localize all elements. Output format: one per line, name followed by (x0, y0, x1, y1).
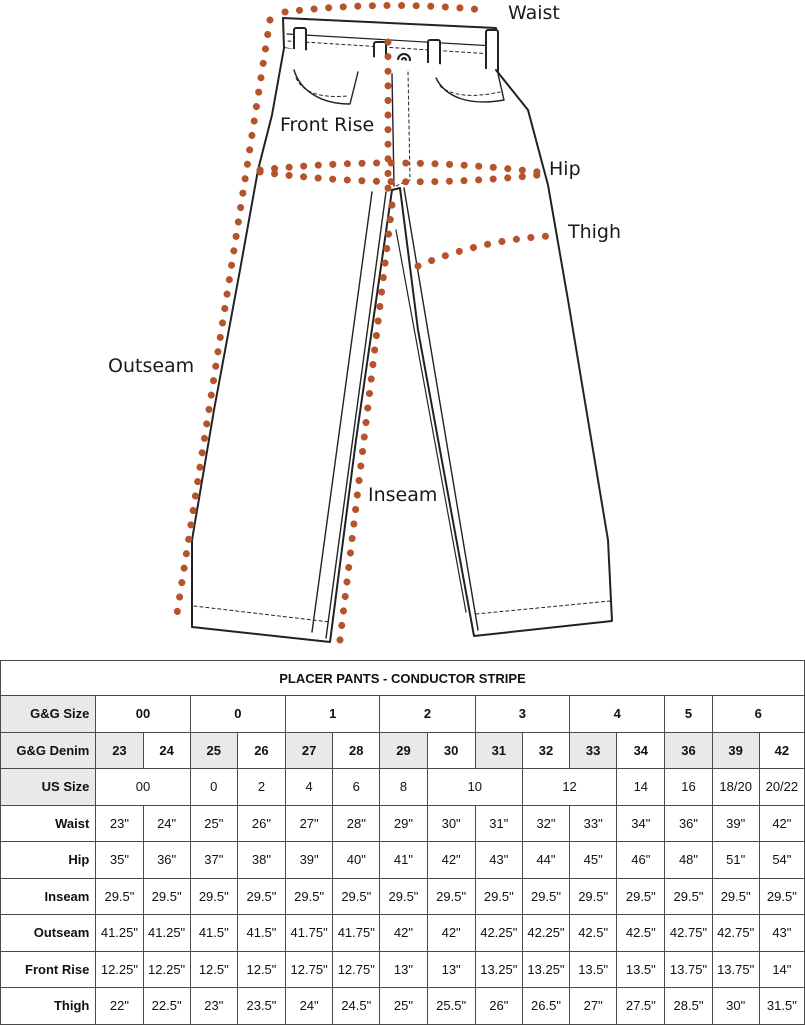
gg-denim-cell: 39 (712, 732, 759, 769)
measurement-cell: 31" (475, 805, 522, 842)
gg-denim-cell: 23 (96, 732, 143, 769)
gg-denim-cell: 34 (617, 732, 665, 769)
measurement-cell: 26" (237, 805, 285, 842)
gg-denim-cell: 32 (522, 732, 569, 769)
inseam-label: Inseam (368, 484, 438, 506)
measurement-cell: 13" (380, 951, 427, 988)
measurement-cell: 51" (712, 842, 759, 879)
table-row (1, 878, 805, 915)
gg-denim-cell: 33 (570, 732, 617, 769)
measurement-cell: 13.25" (522, 951, 569, 988)
measurement-cell: 12.75" (286, 951, 333, 988)
size-chart (0, 660, 805, 1024)
measurement-cell: 44" (522, 842, 569, 879)
measurement-cell: 27" (570, 988, 617, 1025)
measurement-cell: 12.75" (333, 951, 380, 988)
measurement-cell: 31.5" (759, 988, 804, 1025)
gg-denim-cell: 24 (143, 732, 190, 769)
measurement-cell: 25.5" (427, 988, 475, 1025)
measurement-cell: 46" (617, 842, 665, 879)
gg-denim-header: G&G Denim (1, 732, 96, 769)
measurement-cell: 25" (380, 988, 427, 1025)
measurement-cell: 42.75" (665, 915, 712, 952)
us-size-cell: 20/22 (759, 769, 804, 806)
measurement-cell: 33" (570, 805, 617, 842)
measurement-cell: 22" (96, 988, 143, 1025)
measurement-cell: 29" (380, 805, 427, 842)
measurement-cell: 43" (759, 915, 804, 952)
us-size-cell: 4 (286, 769, 333, 806)
us-size-cell: 10 (427, 769, 522, 806)
row-label: Thigh (1, 988, 96, 1025)
table-row (1, 805, 805, 842)
gg-size-cell: 2 (380, 696, 475, 733)
gg-denim-cell: 27 (286, 732, 333, 769)
row-label: Hip (1, 842, 96, 879)
measurement-cell: 29.5" (427, 878, 475, 915)
gg-denim-cell: 30 (427, 732, 475, 769)
gg-denim-cell: 26 (237, 732, 285, 769)
measurement-cell: 24.5" (333, 988, 380, 1025)
measurement-cell: 29.5" (759, 878, 804, 915)
measurement-cell: 29.5" (570, 878, 617, 915)
table-row (1, 988, 805, 1025)
measurement-cell: 25" (190, 805, 237, 842)
measurement-cell: 29.5" (237, 878, 285, 915)
measurement-cell: 41.5" (237, 915, 285, 952)
measurement-cell: 13.5" (570, 951, 617, 988)
measurement-cell: 29.5" (712, 878, 759, 915)
measurement-cell: 40" (333, 842, 380, 879)
measurement-cell: 29.5" (617, 878, 665, 915)
measurement-cell: 34" (617, 805, 665, 842)
measurement-cell: 27.5" (617, 988, 665, 1025)
outseam-label: Outseam (108, 355, 195, 377)
measurement-cell: 23.5" (237, 988, 285, 1025)
us-size-cell: 0 (190, 769, 237, 806)
gg-size-cell: 00 (96, 696, 190, 733)
measurement-cell: 12.5" (237, 951, 285, 988)
measurement-cell: 32" (522, 805, 569, 842)
measurement-cell: 29.5" (333, 878, 380, 915)
measurement-cell: 42" (380, 915, 427, 952)
us-size-cell: 8 (380, 769, 427, 806)
measurement-cell: 39" (286, 842, 333, 879)
row-label: Inseam (1, 878, 96, 915)
gg-denim-cell: 31 (475, 732, 522, 769)
measurement-cell: 29.5" (190, 878, 237, 915)
size-table (0, 660, 805, 1025)
us-size-cell: 6 (333, 769, 380, 806)
measurement-cell: 38" (237, 842, 285, 879)
measurement-cell: 42.25" (475, 915, 522, 952)
measurement-cell: 30" (712, 988, 759, 1025)
measurement-cell: 27" (286, 805, 333, 842)
us-size-cell: 16 (665, 769, 712, 806)
hip-label: Hip (549, 158, 581, 180)
gg-denim-cell: 42 (759, 732, 804, 769)
waist-measure-line (285, 5, 484, 12)
gg-size-cell: 4 (570, 696, 665, 733)
measurement-cell: 28" (333, 805, 380, 842)
measurement-cell: 29.5" (143, 878, 190, 915)
us-size-cell: 00 (96, 769, 190, 806)
measurement-cell: 12.5" (190, 951, 237, 988)
measurement-cell: 43" (475, 842, 522, 879)
measurement-cell: 29.5" (286, 878, 333, 915)
us-size-cell: 14 (617, 769, 665, 806)
table-row (1, 915, 805, 952)
gg-size-cell: 5 (665, 696, 712, 733)
table-row (1, 951, 805, 988)
measurement-cell: 26.5" (522, 988, 569, 1025)
gg-size-cell: 6 (712, 696, 804, 733)
measurement-cell: 41.25" (96, 915, 143, 952)
measurement-cell: 36" (665, 805, 712, 842)
measurement-cell: 42" (427, 915, 475, 952)
gg-denim-cell: 29 (380, 732, 427, 769)
measurement-cell: 13" (427, 951, 475, 988)
measurement-cell: 13.75" (712, 951, 759, 988)
gg-denim-cell: 36 (665, 732, 712, 769)
measurement-cell: 12.25" (96, 951, 143, 988)
measurement-cell: 41.25" (143, 915, 190, 952)
measurement-cell: 12.25" (143, 951, 190, 988)
row-label: Waist (1, 805, 96, 842)
table-title: PLACER PANTS - CONDUCTOR STRIPE (1, 661, 805, 696)
measurement-cell: 29.5" (522, 878, 569, 915)
us-size-cell: 12 (522, 769, 616, 806)
gg-size-header: G&G Size (1, 696, 96, 733)
gg-denim-cell: 28 (333, 732, 380, 769)
us-size-cell: 2 (237, 769, 285, 806)
gg-size-cell: 1 (286, 696, 380, 733)
measurement-cell: 24" (143, 805, 190, 842)
gg-size-cell: 3 (475, 696, 569, 733)
measurement-cell: 42" (427, 842, 475, 879)
measurement-cell: 23" (190, 988, 237, 1025)
us-size-header: US Size (1, 769, 96, 806)
measurement-cell: 42.25" (522, 915, 569, 952)
measurement-cell: 48" (665, 842, 712, 879)
measurement-cell: 41.75" (333, 915, 380, 952)
measurement-cell: 41.5" (190, 915, 237, 952)
row-label: Outseam (1, 915, 96, 952)
measurement-cell: 23" (96, 805, 143, 842)
measurement-cell: 30" (427, 805, 475, 842)
us-size-cell: 18/20 (712, 769, 759, 806)
measurement-cell: 13.5" (617, 951, 665, 988)
measurement-cell: 35" (96, 842, 143, 879)
measurement-cell: 41" (380, 842, 427, 879)
gg-denim-cell: 25 (190, 732, 237, 769)
gg-size-cell: 0 (190, 696, 285, 733)
thigh-label: Thigh (568, 221, 622, 243)
waist-label: Waist (508, 2, 560, 24)
measurement-cell: 29.5" (665, 878, 712, 915)
measurement-cell: 29.5" (380, 878, 427, 915)
measurement-cell: 13.75" (665, 951, 712, 988)
measurement-cell: 39" (712, 805, 759, 842)
measurement-cell: 13.25" (475, 951, 522, 988)
measurement-cell: 42.5" (570, 915, 617, 952)
measurement-cell: 24" (286, 988, 333, 1025)
measurement-cell: 29.5" (475, 878, 522, 915)
measurement-cell: 42" (759, 805, 804, 842)
measurement-cell: 37" (190, 842, 237, 879)
measurement-cell: 28.5" (665, 988, 712, 1025)
measurement-cell: 29.5" (96, 878, 143, 915)
measurement-cell: 42.75" (712, 915, 759, 952)
front-rise-label: Front Rise (280, 114, 375, 136)
measurement-cell: 41.75" (286, 915, 333, 952)
measurement-cell: 36" (143, 842, 190, 879)
measurement-cell: 14" (759, 951, 804, 988)
measurement-cell: 42.5" (617, 915, 665, 952)
measurement-cell: 22.5" (143, 988, 190, 1025)
measurement-rows (1, 805, 805, 1024)
measurement-cell: 54" (759, 842, 804, 879)
measurement-cell: 26" (475, 988, 522, 1025)
table-row (1, 842, 805, 879)
row-label: Front Rise (1, 951, 96, 988)
measurement-cell: 45" (570, 842, 617, 879)
